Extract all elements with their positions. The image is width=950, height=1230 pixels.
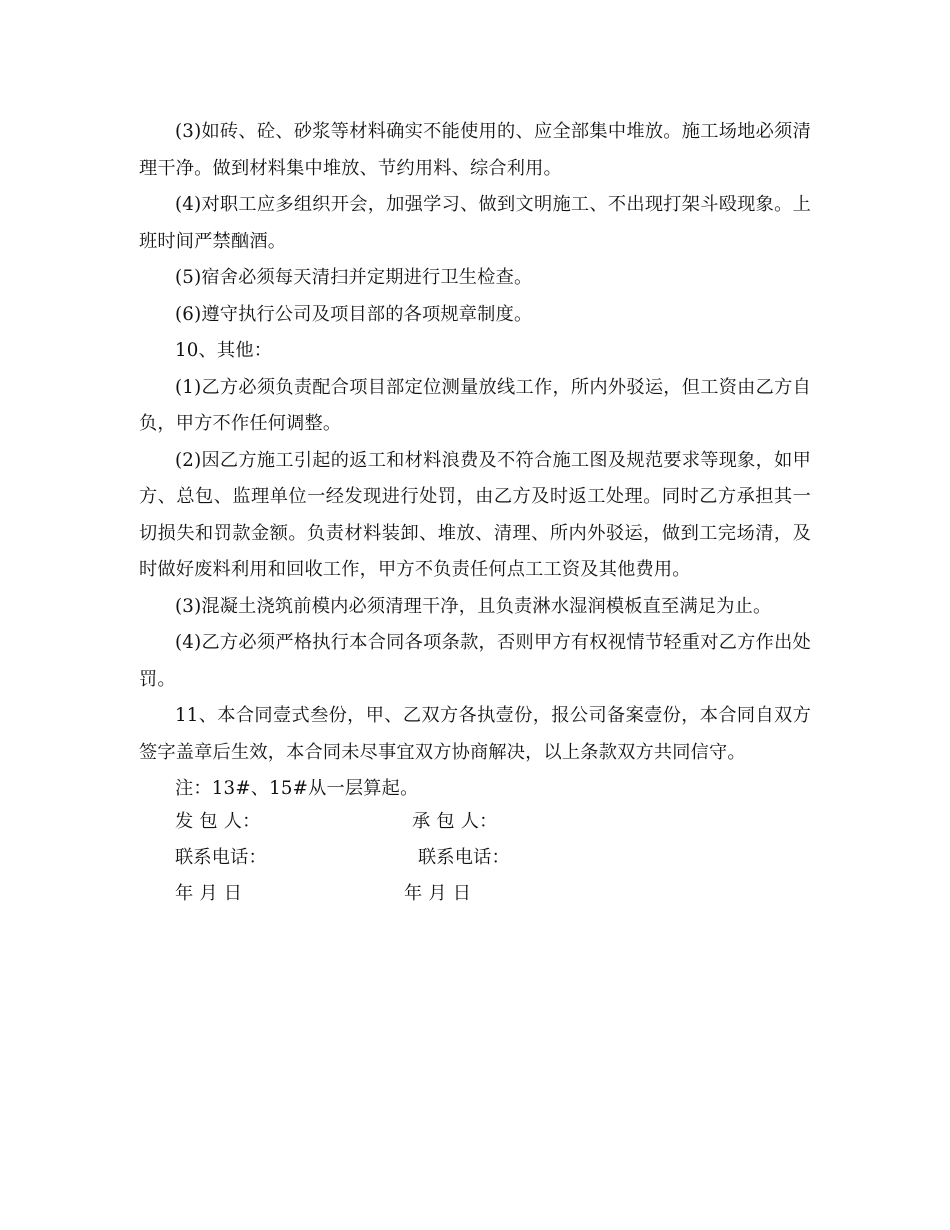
issuer-phone-label: 联系电话： <box>175 847 267 868</box>
contractor-date-label: 年 月 日 <box>404 883 472 904</box>
issuer-label: 发 包 人： <box>175 811 261 832</box>
contractor-phone-label: 联系电话： <box>418 847 510 868</box>
issuer-date-label: 年 月 日 <box>175 883 243 904</box>
paragraph-item-3-materials: (3)如砖、砼、砂浆等材料确实不能使用的、应全部集中堆放。施工场地必须清理干净。做到材料集中堆放、节约用料、综合利用。 <box>139 121 811 179</box>
document-body <box>139 114 811 808</box>
contractor-label: 承 包 人： <box>412 811 498 832</box>
paragraph-other-3-concrete: (3)混凝土浇筑前模内必须清理干净，且负责淋水湿润模板直至满足为止。 <box>175 595 772 617</box>
paragraph-other-2-rework: (2)因乙方施工引起的返工和材料浪费及不符合施工图及规范要求等现象，如甲方、总包、监理单位一经发现进行处罚，由乙方及时返工处理。同时乙方承担其一切损失和罚款金额。负责材料装卸、堆放、清理、所内外驳运，做到工完场清，及时做好废料利用和回收工作，甲方不负责任何点工工资及其他费用。 <box>139 449 811 580</box>
section-11-contract-copies: 11、本合同壹式叁份，甲、乙双方各执壹份，报公司备案壹份，本合同自双方签字盖章后生效，本合同未尽事宜双方协商解决，以上条款双方共同信守。 <box>139 705 811 763</box>
note-floors: 注：13#、15#从一层算起。 <box>175 778 419 799</box>
paragraph-item-6-rules: (6)遵守执行公司及项目部的各项规章制度。 <box>175 303 533 325</box>
paragraph-other-4-penalty: (4)乙方必须严格执行本合同各项条款，否则甲方有权视情节轻重对乙方作出处罚。 <box>139 632 811 690</box>
paragraph-item-4-workers: (4)对职工应多组织开会，加强学习、做到文明施工、不出现打架斗殴现象。上班时间严禁酗酒。 <box>139 194 811 252</box>
paragraph-other-1-surveying: (1)乙方必须负责配合项目部定位测量放线工作，所内外驳运，但工资由乙方自负，甲方不作任何调整。 <box>139 376 811 434</box>
paragraph-item-5-dormitory: (5)宿舍必须每天清扫并定期进行卫生检查。 <box>175 267 533 288</box>
section-heading-10-other: 10、其他： <box>175 340 273 361</box>
